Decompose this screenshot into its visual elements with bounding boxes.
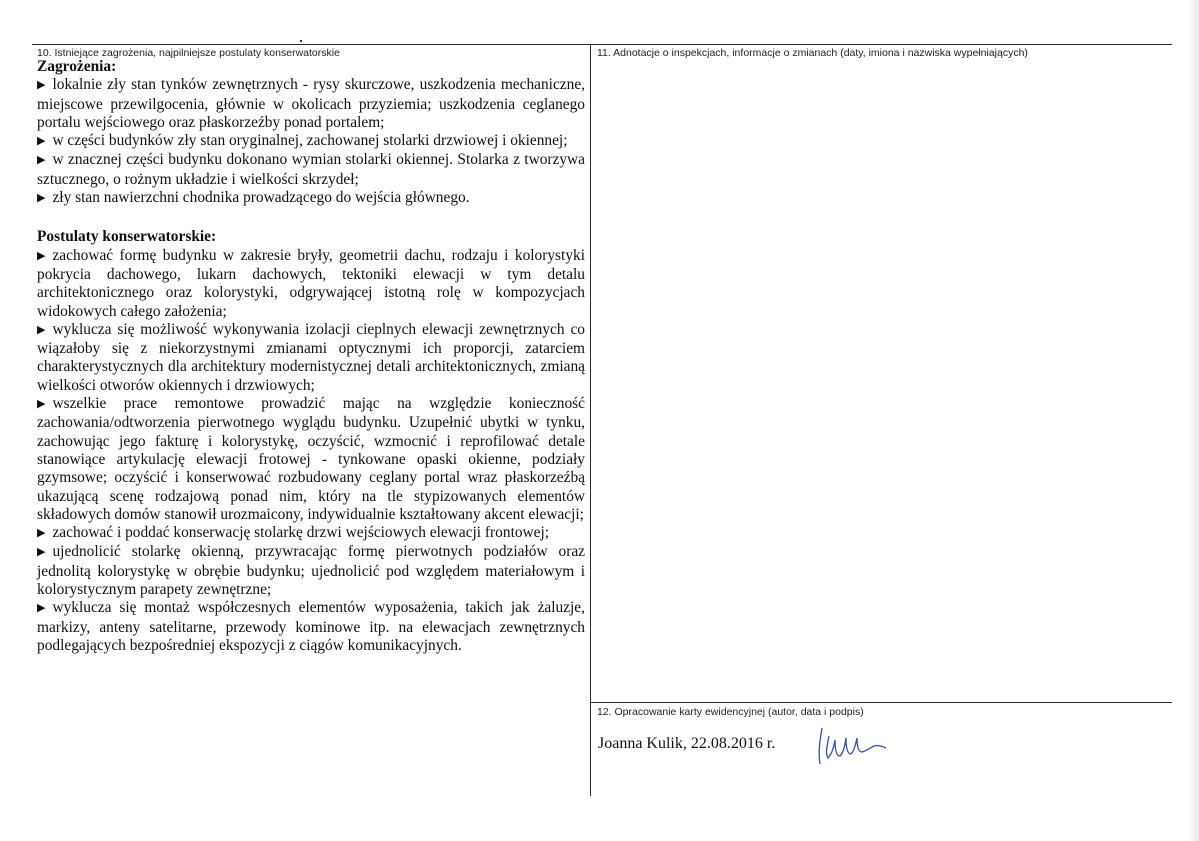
postulate-item xyxy=(37,599,585,655)
author-date-line: Joanna Kulik, 22.08.2016 r. xyxy=(598,735,776,752)
section-12-rule xyxy=(590,702,1172,703)
threat-item xyxy=(37,132,585,151)
bullet-arrow-icon: ▶ xyxy=(37,398,46,411)
bullet-arrow-icon: ▶ xyxy=(37,249,46,262)
bullet-arrow-icon: ▶ xyxy=(37,602,46,615)
section-12-header: 12. Opracowanie karty ewidencyjnej (autor, data i podpis) xyxy=(597,706,864,718)
postulate-text: wszelkie prace remontowe prowadzić mając na względzie konieczność zachowania/odtworzenia pierwotnego wyglądu budynku. Uzupełnić ubytki w tynku, zachowując jego fakturę i kolorystykę, oczyścić, wzmocnić i reprofilować detale stanowiące artykulację elewacji frotowej - tynkowane opaski okienne, podziały gzymsowe; oczyścić i konserwować rozbudowany ceglany portal wraz płaskorzeźbą ukazującą scenę rodzajową ponad nim, który na tle stypizowanych elementów składowych domów stanowił urozmaicony, indywidualnie kształtowany akcent elewacji; xyxy=(37,395,585,523)
threat-text: w znacznej części budynku dokonano wymian stolarki okiennej. Stolarka z tworzywa sztucznego, o rożnym układzie i wielkości skrzydeł; xyxy=(37,151,585,188)
postulate-item xyxy=(37,395,585,524)
postulate-text: wyklucza się montaż współczesnych elementów wyposażenia, takich jak żaluzje, markizy, anteny satelitarne, przewody kominowe itp. na elewacjach zewnętrznych podlegających bezpośredniej ekspozycji z ciągów komunikacyjnych. xyxy=(37,599,585,654)
threat-item xyxy=(37,151,585,189)
bullet-arrow-icon: ▶ xyxy=(37,323,46,336)
top-rule xyxy=(32,44,1172,45)
threats-heading: Zagrożenia: xyxy=(37,58,117,75)
bullet-arrow-icon: ▶ xyxy=(37,154,46,167)
bullet-arrow-icon: ▶ xyxy=(37,135,46,148)
bullet-arrow-icon: ▶ xyxy=(37,192,46,205)
postulates-heading: Postulaty konserwatorskie: xyxy=(37,228,217,246)
scan-edge-shadow xyxy=(1187,0,1199,841)
postulate-text: zachować i poddać konserwację stolarkę drzwi wejściowych elewacji frontowej; xyxy=(52,524,550,542)
postulate-text: wyklucza się możliwość wykonywania izolacji cieplnych elewacji zewnętrznych co wiązałoby się z niekorzystnymi zmianami optycznymi ich proporcji, zatarciem charakterystycznych dla architektury modernistycznej detali architektonicznych, zmianą wielkości otworów okiennych i drzwiowych; xyxy=(37,320,585,394)
postulate-text: ujednolicić stolarkę okienną, przywracając formę pierwotnych podziałów oraz jednolitą kolorystykę w obrębie budynku; ujednolicić pod względem materiałowym i kolorystycznym parapety zewnętrzne; xyxy=(37,543,585,599)
postulate-item xyxy=(37,321,585,395)
section-11-header: 11. Adnotacje o inspekcjach, informacje o zmianach (daty, imiona i nazwiska wypełniających) xyxy=(597,47,1028,59)
column-divider xyxy=(590,44,591,796)
threat-text: zły stan nawierzchni chodnika prowadzącego do wejścia głównego. xyxy=(52,189,470,207)
scan-mark xyxy=(300,40,302,42)
postulate-text: zachować formę budynku w zakresie bryły, geometrii dachu, rodzaju i kolorystyki pokrycia dachowego, lukarn dachowych, tektoniki elewacji w tym detalu architektonicznego oraz kolorystyki, odgrywającej istotną rolę w kompozycjach widokowych całego założenia; xyxy=(37,246,585,320)
threat-text: w części budynków zły stan oryginalnej, zachowanej stolarki drzwiowej i okiennej; xyxy=(52,132,568,150)
bullet-arrow-icon: ▶ xyxy=(37,79,46,92)
section-10-header: 10. Istniejące zagrożenia, najpilniejsze postulaty konserwatorskie xyxy=(37,47,340,59)
bullet-arrow-icon: ▶ xyxy=(37,546,46,559)
section-10-content xyxy=(37,58,585,655)
postulate-item xyxy=(37,524,585,543)
threat-text: lokalnie zły stan tynków zewnętrznych - rysy skurczowe, uszkodzenia mechaniczne, miejscowe przewilgocenia, głównie w okolicach przyziemia; uszkodzenia ceglanego portalu wejściowego oraz płaskorzeźby ponad portalem; xyxy=(37,76,585,131)
handwritten-signature xyxy=(812,718,892,773)
threat-item xyxy=(37,189,585,208)
postulate-item xyxy=(37,247,585,321)
threat-item xyxy=(37,76,585,132)
bullet-arrow-icon: ▶ xyxy=(37,527,46,540)
postulate-item xyxy=(37,543,585,599)
